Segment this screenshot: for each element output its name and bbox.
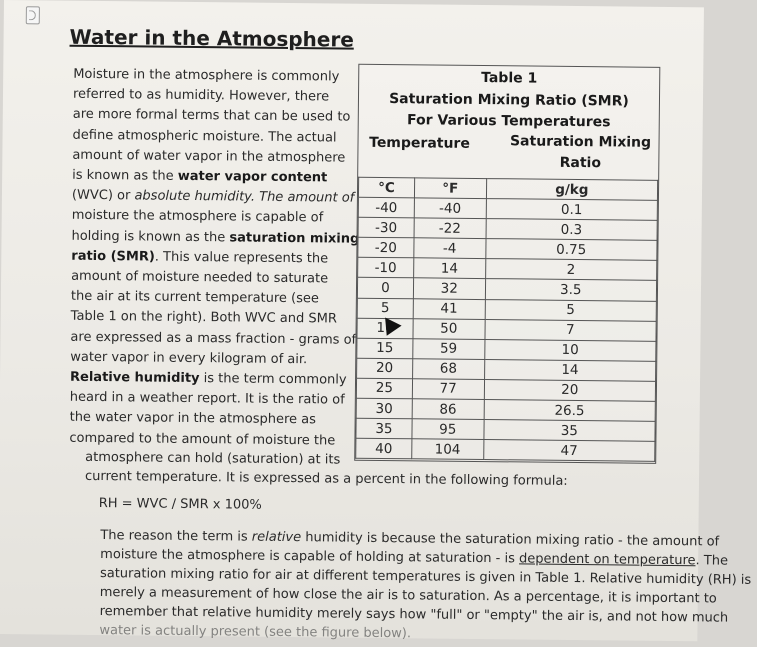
- smr-cell: 0.75: [485, 239, 657, 261]
- fahrenheit-cell: -40: [414, 198, 486, 219]
- smr-cell: 10: [484, 339, 656, 361]
- text-line: the water vapor in the atmosphere as: [69, 410, 317, 428]
- text-line: heard in a weather report. It is the ratio of: [69, 389, 345, 408]
- text-line: remember that relative humidity merely says how "full" or "empty" the air is, and not how much: [99, 604, 729, 626]
- celsius-cell: 40: [356, 438, 412, 459]
- smr-cell: 3.5: [485, 279, 657, 301]
- fahrenheit-cell: 41: [413, 298, 485, 319]
- text-line: ratio (SMR). This value represents the: [71, 248, 329, 267]
- text-line: referred to as humidity. However, there: [72, 86, 330, 105]
- smr-table: [354, 64, 660, 464]
- text-line: saturation mixing ratio for air at different temperatures is given in Table 1. Relative humidity (RH) is: [99, 566, 752, 588]
- page-title: Water in the Atmosphere: [69, 24, 354, 52]
- text-line: (WVC) or absolute humidity. The amount of: [71, 187, 355, 206]
- text-line: merely a measurement of how close the air is to saturation. As a percentage, it is important to: [99, 585, 717, 607]
- unit-gkg: g/kg: [486, 179, 658, 201]
- text-line: are more formal terms that can be used to: [72, 107, 351, 126]
- smr-cell: 26.5: [484, 400, 656, 422]
- smr-header-line2: Ratio: [559, 154, 602, 172]
- relative-humidity-paragraph: [99, 526, 752, 646]
- fahrenheit-cell: 59: [413, 339, 485, 360]
- smr-cell: 35: [484, 420, 656, 442]
- celsius-cell: 10: [357, 318, 413, 339]
- celsius-cell: 20: [357, 358, 413, 379]
- smr-data-grid: [355, 177, 658, 462]
- celsius-cell: 5: [357, 298, 413, 319]
- smr-cell: 2: [485, 259, 657, 281]
- text-line: amount of water vapor in the atmosphere: [72, 147, 346, 166]
- text-line: water is actually present (see the figure below).: [99, 623, 412, 642]
- unit-fahrenheit: °F: [414, 178, 486, 199]
- smr-cell: 20: [484, 379, 656, 401]
- text-line: water vapor in every kilogram of air.: [70, 349, 308, 368]
- celsius-cell: -30: [358, 217, 414, 238]
- text-line: compared to the amount of moisture the: [69, 430, 336, 449]
- smr-cell: 5: [485, 299, 657, 321]
- text-line: current temperature. It is expressed as a percent in the following formula:: [84, 468, 568, 489]
- fahrenheit-cell: -4: [414, 238, 486, 259]
- smr-cell: 14: [484, 359, 656, 381]
- smr-cell: 0.3: [486, 219, 658, 241]
- smr-cell: 47: [483, 440, 655, 462]
- fahrenheit-cell: 32: [413, 278, 485, 299]
- temperature-header: Temperature: [369, 134, 470, 152]
- document-icon: [26, 6, 40, 24]
- text-line: Relative humidity is the term commonly: [69, 369, 347, 388]
- table-subtitle-2: For Various Temperatures: [406, 112, 611, 131]
- celsius-cell: -40: [358, 197, 414, 218]
- text-line: Table 1 on the right). Both WVC and SMR: [70, 309, 337, 327]
- fahrenheit-cell: 77: [412, 379, 484, 400]
- celsius-cell: 15: [357, 338, 413, 359]
- celsius-cell: 25: [356, 378, 412, 399]
- text-line: moisture the atmosphere is capable of: [71, 208, 324, 226]
- fahrenheit-cell: 68: [412, 359, 484, 380]
- text-line: moisture the atmosphere is capable of holding at saturation - is dependent on temperature. The: [100, 547, 729, 569]
- fahrenheit-cell: 104: [412, 439, 484, 460]
- fahrenheit-cell: 95: [412, 419, 484, 440]
- text-line: are expressed as a mass fraction - grams of: [70, 329, 357, 348]
- celsius-cell: -20: [358, 238, 414, 259]
- celsius-cell: 30: [356, 398, 412, 419]
- celsius-cell: -10: [358, 258, 414, 279]
- text-line: define atmospheric moisture. The actual: [72, 127, 337, 146]
- text-line: the air at its current temperature (see: [70, 288, 320, 307]
- fahrenheit-cell: -22: [414, 218, 486, 239]
- text-line: is known as the water vapor content: [72, 167, 328, 186]
- text-line: The reason the term is relative humidity is because the saturation mixing ratio - the amount of: [100, 528, 720, 550]
- celsius-cell: 35: [356, 418, 412, 439]
- text-line: amount of moisture needed to saturate: [71, 268, 329, 287]
- fahrenheit-cell: 14: [413, 258, 485, 279]
- fahrenheit-cell: 86: [412, 399, 484, 420]
- celsius-cell: 0: [357, 278, 413, 299]
- text-line: holding is known as the saturation mixing: [71, 228, 360, 247]
- text-line: Moisture in the atmosphere is commonly: [73, 66, 340, 85]
- smr-header-line1: Saturation Mixing: [509, 133, 652, 151]
- smr-cell: 7: [485, 319, 657, 341]
- fahrenheit-cell: 50: [413, 318, 485, 339]
- rh-formula: RH = WVC / SMR x 100%: [98, 496, 262, 513]
- smr-cell: 0.1: [486, 199, 658, 221]
- intro-paragraph: [69, 65, 360, 452]
- table-subtitle-1: Saturation Mixing Ratio (SMR): [389, 91, 629, 110]
- intro-paragraph-continued: [85, 448, 675, 492]
- text-line: atmosphere can hold (saturation) at its: [85, 449, 341, 468]
- table-caption: Table 1: [481, 70, 538, 87]
- unit-celsius: °C: [358, 177, 414, 198]
